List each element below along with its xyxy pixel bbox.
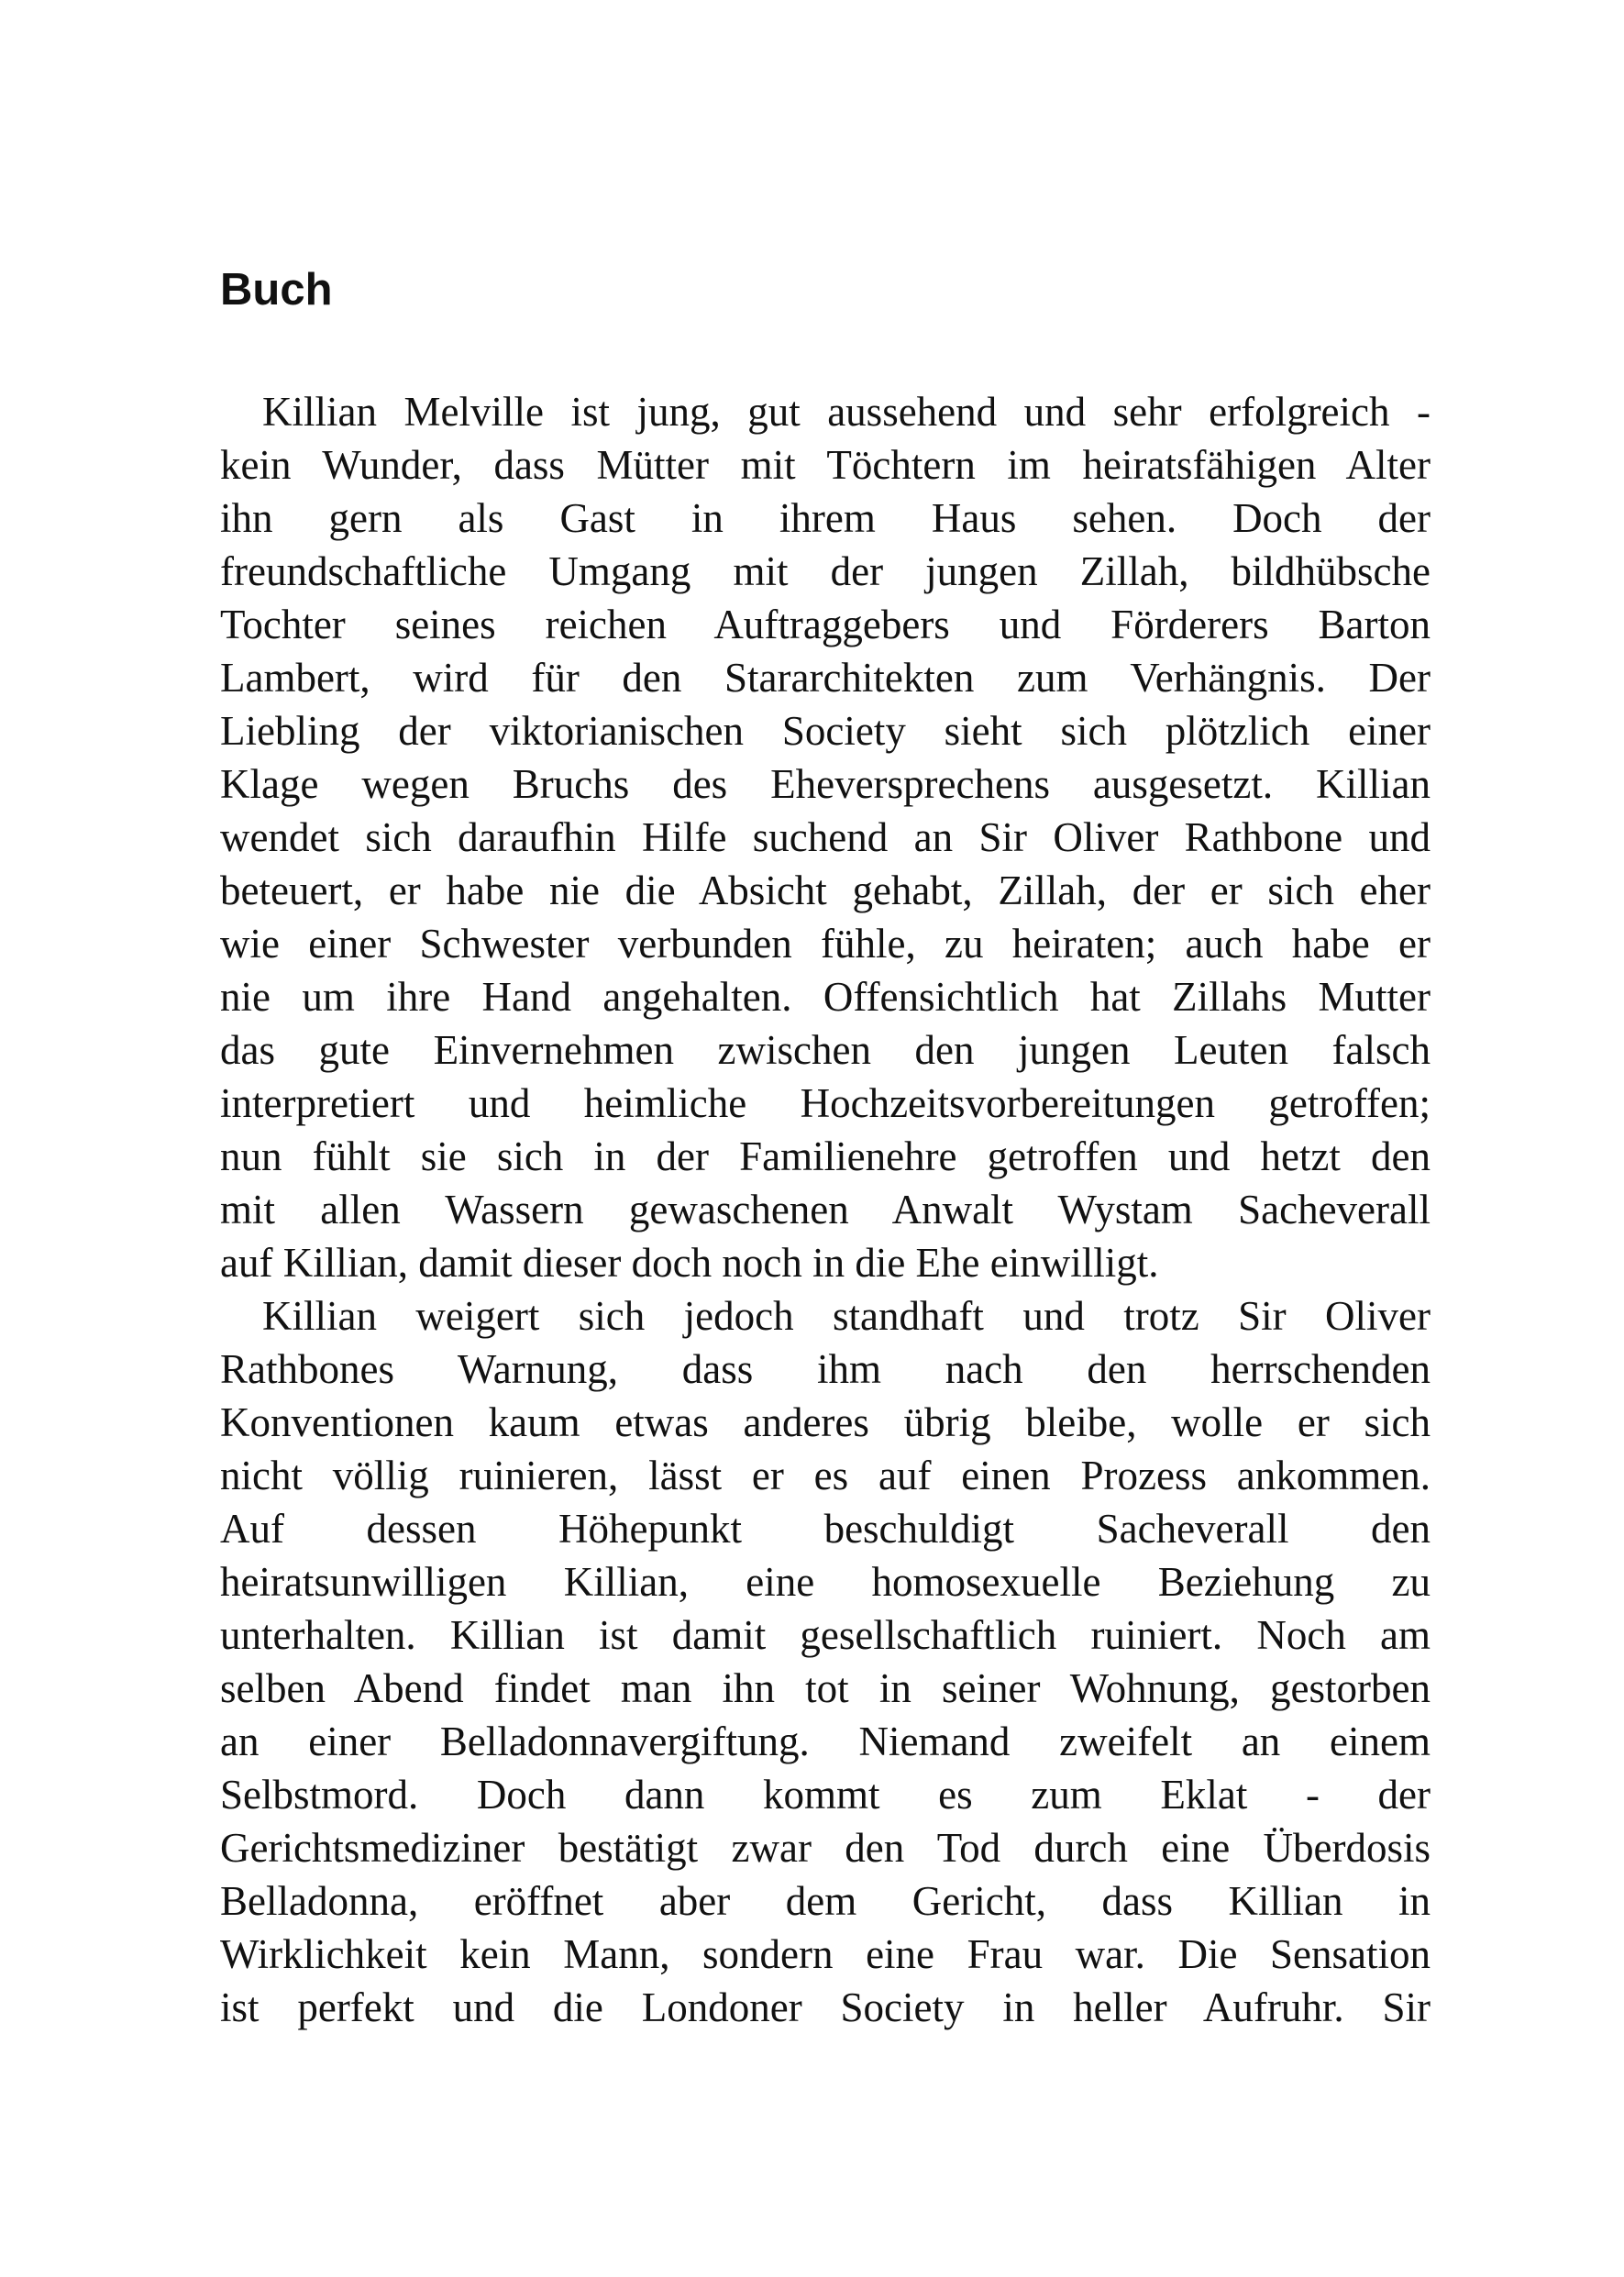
text-line: auf Killian, damit dieser doch noch in die Ehe einwilligt. bbox=[220, 1240, 1159, 1286]
text-line: Lambert, wird für den Stararchitekten zum Verhängnis. Der bbox=[220, 655, 1431, 701]
text-line: Liebling der viktorianischen Society sieht sich plötzlich einer bbox=[220, 708, 1431, 754]
text-line: Rathbones Warnung, dass ihm nach den herrschenden bbox=[220, 1346, 1431, 1392]
text-line: nun fühlt sie sich in der Familienehre getroffen und hetzt den bbox=[220, 1133, 1431, 1179]
text-line: Selbstmord. Doch dann kommt es zum Eklat - der bbox=[220, 1772, 1431, 1818]
text-line: Klage wegen Bruchs des Eheversprechens ausgesetzt. Killian bbox=[220, 761, 1431, 807]
paragraph-1 bbox=[220, 385, 1431, 1289]
text-line: Killian weigert sich jedoch standhaft und trotz Sir Oliver bbox=[262, 1293, 1431, 1339]
text-line: unterhalten. Killian ist damit gesellschaftlich ruiniert. Noch am bbox=[220, 1612, 1431, 1658]
text-line: selben Abend findet man ihn tot in seiner Wohnung, gestorben bbox=[220, 1665, 1431, 1711]
text-line: ihn gern als Gast in ihrem Haus sehen. Doch der bbox=[220, 495, 1431, 541]
page-title: Buch bbox=[220, 265, 333, 315]
text-line: Tochter seines reichen Auftraggebers und Förderers Barton bbox=[220, 602, 1431, 647]
text-line: nicht völlig ruinieren, lässt er es auf einen Prozess ankommen. bbox=[220, 1453, 1431, 1498]
text-line: kein Wunder, dass Mütter mit Töchtern im heiratsfähigen Alter bbox=[220, 442, 1431, 488]
text-line: Wirklichkeit kein Mann, sondern eine Frau war. Die Sensation bbox=[220, 1931, 1431, 1977]
text-line: Killian Melville ist jung, gut aussehend und sehr erfolgreich - bbox=[262, 389, 1431, 435]
text-line: wie einer Schwester verbunden fühle, zu heiraten; auch habe er bbox=[220, 921, 1431, 967]
text-line: mit allen Wassern gewaschenen Anwalt Wystam Sacheverall bbox=[220, 1187, 1431, 1232]
text-line: nie um ihre Hand angehalten. Offensichtlich hat Zillahs Mutter bbox=[220, 974, 1431, 1020]
paragraph-2 bbox=[220, 1289, 1431, 2034]
text-line: das gute Einvernehmen zwischen den jungen Leuten falsch bbox=[220, 1027, 1431, 1073]
text-line: wendet sich daraufhin Hilfe suchend an Sir Oliver Rathbone und bbox=[220, 814, 1431, 860]
text-line: ist perfekt und die Londoner Society in heller Aufruhr. Sir bbox=[220, 1984, 1431, 2030]
text-line: Auf dessen Höhepunkt beschuldigt Sacheverall den bbox=[220, 1506, 1431, 1552]
text-line: Gerichtsmediziner bestätigt zwar den Tod durch eine Überdosis bbox=[220, 1825, 1431, 1871]
text-line: heiratsunwilligen Killian, eine homosexuelle Beziehung zu bbox=[220, 1559, 1431, 1605]
text-line: Belladonna, eröffnet aber dem Gericht, dass Killian in bbox=[220, 1878, 1431, 1924]
text-line: beteuert, er habe nie die Absicht gehabt, Zillah, der er sich eher bbox=[220, 868, 1431, 913]
text-line: an einer Belladonnavergiftung. Niemand zweifelt an einem bbox=[220, 1719, 1431, 1764]
text-line: Konventionen kaum etwas anderes übrig bleibe, wolle er sich bbox=[220, 1399, 1431, 1445]
body-text bbox=[220, 385, 1431, 2034]
text-line: interpretiert und heimliche Hochzeitsvorbereitungen getroffen; bbox=[220, 1080, 1431, 1126]
text-line: freundschaftliche Umgang mit der jungen Zillah, bildhübsche bbox=[220, 548, 1431, 594]
